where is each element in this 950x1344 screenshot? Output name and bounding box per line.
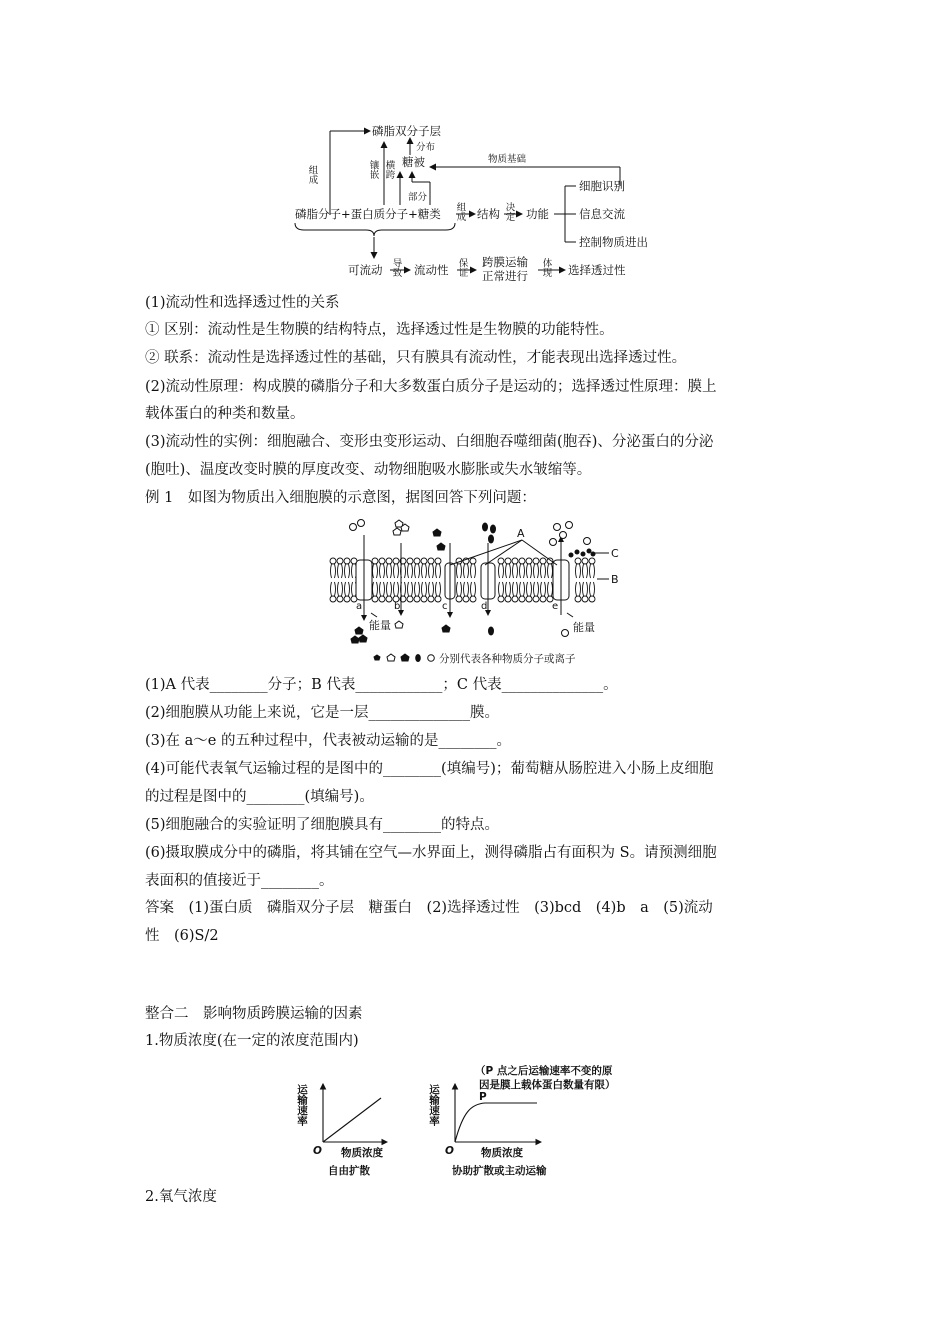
lipid-tail (331, 564, 336, 578)
lipid-head (407, 558, 413, 564)
question-5: (5)细胞融合的实验证明了细胞膜具有________的特点。 (145, 817, 500, 833)
cm-bilayer: 磷脂双分子层 (372, 124, 441, 138)
lipid-head (456, 596, 462, 602)
section-item-1: 1.物质浓度(在一定的浓度范围内) (145, 1033, 359, 1049)
question-3: (3)在 a～e 的五种过程中，代表被动运输的是________。 (145, 733, 511, 749)
note-line-2: 因是膜上载体蛋白数量有限） (479, 1079, 616, 1091)
paragraph-connection: ② 联系：流动性是选择透过性的基础，只有膜具有流动性，才能表现出选择透过性。 (145, 350, 687, 366)
concept-map-diagram (290, 120, 670, 285)
lipid-tail (527, 582, 532, 596)
cm-embed: 镶嵌 (367, 160, 379, 179)
right-ylabel: 运输速率 (428, 1084, 440, 1126)
lipid-head (393, 558, 399, 564)
question-6b: 表面积的值接近于________。 (145, 873, 334, 889)
membrane-transport-figure (325, 515, 630, 670)
lipid-tail (520, 582, 525, 596)
answer-line-2: 性 (6)S/2 (145, 928, 219, 944)
lipid-head (414, 558, 420, 564)
lipid-tail (429, 564, 434, 578)
lipid-tail (513, 564, 518, 578)
lipid-head (589, 558, 595, 564)
lipid-head (519, 596, 525, 602)
paragraph-examples-1: (3)流动性的实例：细胞融合、变形虫变形运动、白细胞吞噬细菌(胞吞)、分泌蛋白的分泌 (145, 434, 714, 450)
lipid-tail (464, 582, 469, 596)
cm-function-2: 控制物质进出 (579, 235, 648, 249)
right-caption: 协助扩散或主动运输 (452, 1165, 547, 1177)
cm-selective: 选择透过性 (568, 263, 626, 277)
question-1: (1)A 代表________分子；B 代表____________；C 代表______________。 (145, 677, 618, 693)
path-c: c (442, 601, 448, 612)
lipid-tail (499, 564, 504, 578)
lipid-head (526, 558, 532, 564)
lipid-head (421, 558, 427, 564)
lipid-tail (394, 582, 399, 596)
lipid-head (372, 558, 378, 564)
question-2: (2)细胞膜从功能上来说，它是一层______________膜。 (145, 705, 500, 721)
lipid-tail (506, 564, 511, 578)
lipid-head (533, 596, 539, 602)
lipid-tail (436, 582, 441, 596)
lipid-tail (548, 582, 553, 596)
label-C: C (611, 547, 619, 560)
lipid-tail (345, 582, 350, 596)
paragraph-relation-title: (1)流动性和选择透过性的关系 (145, 295, 340, 311)
cm-leads-to: 导致 (390, 258, 402, 277)
left-ylabel: 运输速率 (296, 1084, 308, 1126)
path-b: b (394, 601, 401, 612)
facilitated-curve (455, 1103, 537, 1142)
lipid-tail (408, 564, 413, 578)
cm-structure: 结构 (477, 207, 500, 221)
lipid-head (526, 596, 532, 602)
section-title: 整合二 影响物质跨膜运输的因素 (145, 1006, 363, 1022)
lipid-tail (534, 564, 539, 578)
lipid-head (379, 558, 385, 564)
lipid-tail (527, 564, 532, 578)
cm-transport-1: 正常进行 (482, 269, 528, 283)
lipid-head (428, 558, 434, 564)
lipid-tail (457, 564, 462, 578)
lipid-head (540, 558, 546, 564)
energy-right: 能量 (573, 621, 595, 634)
lipid-head (540, 596, 546, 602)
lipid-head (344, 596, 350, 602)
legend-text: 分别代表各种物质分子或离子 (439, 653, 576, 665)
lipid-head (512, 558, 518, 564)
lipid-head (498, 596, 504, 602)
cm-compose: 组成 (454, 202, 466, 221)
cm-embody: 体现 (540, 258, 552, 277)
lipid-tail (464, 564, 469, 578)
cm-fluidity: 流动性 (414, 263, 449, 277)
cm-determine: 决定 (503, 202, 515, 221)
lipid-tail (380, 564, 385, 578)
cm-function: 功能 (526, 207, 549, 221)
lipid-tail (541, 564, 546, 578)
example-1-prompt: 例 1 如图为物质出入细胞膜的示意图，据图回答下列问题： (145, 490, 536, 506)
cm-function-0: 细胞识别 (579, 179, 625, 193)
lipid-head (379, 596, 385, 602)
lipid-head (372, 596, 378, 602)
lipid-head (407, 596, 413, 602)
cm-part: 部分 (408, 192, 428, 203)
lipid-tail (590, 564, 595, 578)
lipid-tail (513, 582, 518, 596)
lipid-head (337, 558, 343, 564)
lipid-head (470, 558, 476, 564)
lipid-tail (422, 582, 427, 596)
right-origin: O (445, 1145, 454, 1157)
lipid-tail (415, 582, 420, 596)
lipid-head (575, 558, 581, 564)
lipid-tail (394, 564, 399, 578)
cm-components: 磷脂分子+蛋白质分子+糖类 (295, 207, 441, 221)
lipid-tail (338, 582, 343, 596)
lipid-head (519, 558, 525, 564)
cm-transport-0: 跨膜运输 (482, 255, 528, 269)
transport-rate-graphs (295, 1062, 675, 1184)
cm-function-1: 信息交流 (579, 207, 625, 221)
cm-mobile: 可流动 (348, 263, 383, 277)
lipid-tail (387, 582, 392, 596)
paragraph-difference: ① 区别：流动性是生物膜的结构特点，选择透过性是生物膜的功能特性。 (145, 322, 614, 338)
lipid-head (330, 558, 336, 564)
lipid-head (386, 558, 392, 564)
left-xlabel: 物质浓度 (341, 1147, 383, 1159)
lipid-tail (499, 582, 504, 596)
paragraph-examples-2: (胞吐)、温度改变时膜的厚度改变、动物细胞吸水膨胀或失水皱缩等。 (145, 462, 592, 478)
cm-composition-label: 组成 (306, 165, 318, 184)
lipid-tail (345, 564, 350, 578)
free-diffusion-line (323, 1098, 381, 1142)
lipid-tail (471, 582, 476, 596)
left-caption: 自由扩散 (328, 1165, 370, 1177)
lipid-head (498, 558, 504, 564)
question-4b: 的过程是图中的________(填编号)。 (145, 789, 374, 805)
lipid-head (505, 558, 511, 564)
label-B: B (611, 573, 619, 586)
lipid-head (386, 596, 392, 602)
lipid-tail (373, 582, 378, 596)
lipid-head (505, 596, 511, 602)
cm-guarantee: 保证 (456, 258, 468, 277)
lipid-head (533, 558, 539, 564)
lipid-head (414, 596, 420, 602)
cm-material-basis: 物质基础 (488, 154, 527, 165)
point-P: P (479, 1091, 487, 1103)
lipid-head (582, 596, 588, 602)
lipid-tail (415, 564, 420, 578)
lipid-tail (436, 564, 441, 578)
lipid-tail (576, 582, 581, 596)
lipid-tail (422, 564, 427, 578)
lipid-tail (457, 582, 462, 596)
lipid-head (330, 596, 336, 602)
lipid-head (582, 558, 588, 564)
question-4a: (4)可能代表氧气运输过程的是图中的________(填编号)；葡萄糖从肠腔进入小肠上皮细胞 (145, 761, 714, 777)
paragraph-principle-2: 载体蛋白的种类和数量。 (145, 406, 305, 422)
lipid-tail (590, 582, 595, 596)
lipid-tail (471, 564, 476, 578)
right-xlabel: 物质浓度 (481, 1147, 523, 1159)
left-origin: O (313, 1145, 322, 1157)
lipid-tail (506, 582, 511, 596)
cm-glycocalyx: 糖被 (402, 155, 425, 169)
lipid-head (344, 558, 350, 564)
lipid-tail (583, 582, 588, 596)
cm-distribution: 分布 (416, 142, 436, 153)
lipid-head (470, 596, 476, 602)
lipid-tail (583, 564, 588, 578)
lipid-tail (576, 564, 581, 578)
lipid-tail (338, 564, 343, 578)
question-6a: (6)摄取膜成分中的磷脂，将其铺在空气—水界面上，测得磷脂占有面积为 S。请预测细胞 (145, 845, 717, 861)
answer-line-1: 答案 (1)蛋白质 磷脂双分子层 糖蛋白 (2)选择透过性 (3)bcd (4)b a (5)流动 (145, 900, 713, 916)
cm-span: 横跨 (383, 160, 395, 179)
path-d: d (481, 601, 488, 612)
lipid-head (337, 596, 343, 602)
lipid-tail (380, 582, 385, 596)
lipid-tail (331, 582, 336, 596)
lipid-head (463, 596, 469, 602)
lipid-head (512, 596, 518, 602)
lipid-head (589, 596, 595, 602)
paragraph-principle-1: (2)流动性原理：构成膜的磷脂分子和大多数蛋白质分子是运动的；选择透过性原理：膜上 (145, 379, 717, 395)
path-a: a (356, 601, 363, 612)
energy-left: 能量 (369, 619, 391, 632)
lipid-tail (373, 564, 378, 578)
lipid-tail (520, 564, 525, 578)
lipid-tail (548, 564, 553, 578)
lipid-head (435, 558, 441, 564)
lipid-head (435, 596, 441, 602)
lipid-tail (408, 582, 413, 596)
lipid-tail (541, 582, 546, 596)
path-e: e (552, 601, 559, 612)
lipid-head (575, 596, 581, 602)
label-A: A (517, 527, 525, 540)
lipid-tail (534, 582, 539, 596)
note-line-1: （P 点之后运输速率不变的原 (475, 1065, 613, 1077)
lipid-head (421, 596, 427, 602)
section-item-2: 2.氧气浓度 (145, 1189, 217, 1205)
lipid-head (428, 596, 434, 602)
lipid-tail (429, 582, 434, 596)
lipid-tail (387, 564, 392, 578)
